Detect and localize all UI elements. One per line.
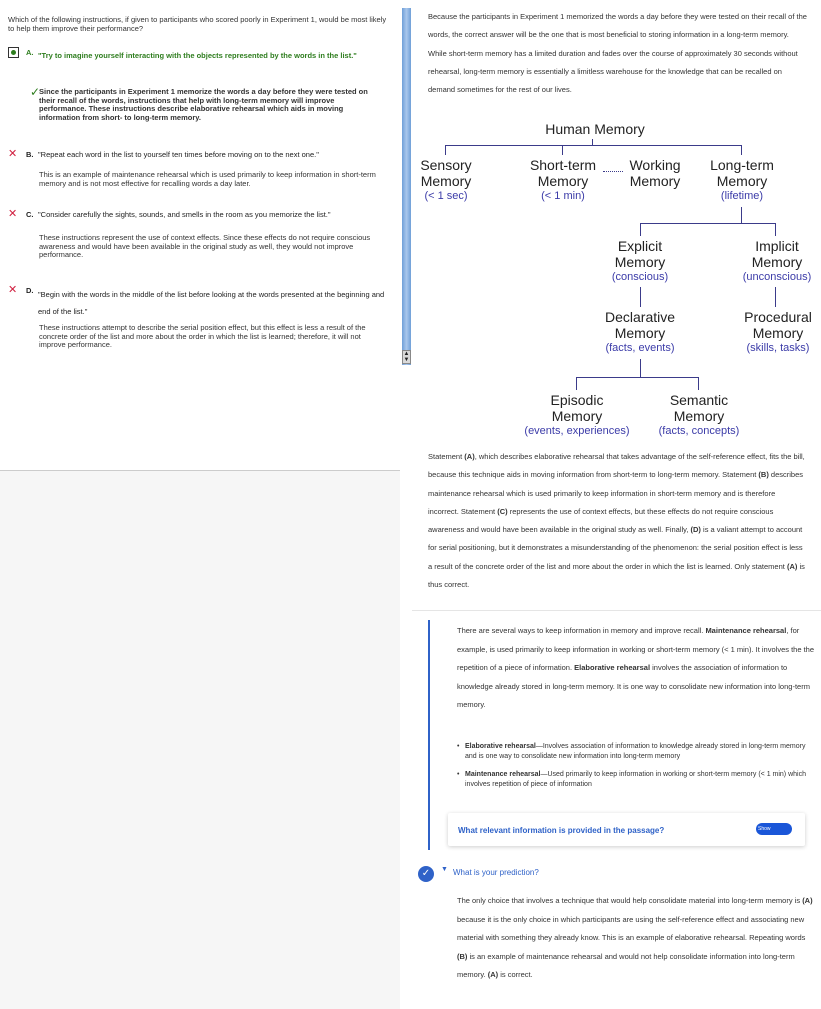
episodic-memory-node: Episodic Memory (events, experiences) — [524, 392, 630, 437]
working-memory-node: Working Memory — [629, 157, 681, 189]
option-letter: C. — [26, 210, 34, 219]
procedural-memory-node: Procedural Memory (skills, tasks) — [744, 309, 812, 354]
diagram-title: Human Memory — [545, 121, 645, 137]
long-term-memory-node: Long-term Memory (lifetime) — [710, 157, 774, 202]
list-item: • Elaborative rehearsal—Involves association of information to knowledge already stored in long-term memory and is one way to consolidate new information into long-term memory — [457, 742, 817, 761]
prediction-toggle[interactable]: What is your prediction? — [453, 868, 539, 877]
option-a[interactable] — [8, 47, 398, 127]
option-explanation: Since the participants in Experiment 1 memorize the words a day before they were tested on their recall of the words, instructions that help with long-term memory will improve performance. These instructions describe elaborative rehearsal which aids in moving information from short- to long-term memory. — [39, 87, 368, 122]
option-explanation: These instructions represent the use of context effects. Since these effects do not require conscious awareness and would have been available in the original study as well, they would not improve performance. — [39, 233, 371, 259]
x-mark-icon: ✕ — [8, 284, 18, 296]
prediction-paragraph: The only choice that involves a technique that would help consolidate material into long-term memory is (A) because it is the only choice in which participants are using the self-reference effect and associating new material with something they already know. This is an example of elaborative rehearsal. Repeating words (B) is an example of maintenance rehearsal and would not help consolidate information into long-term memory. (A) is correct. — [457, 896, 813, 979]
memory-diagram — [415, 115, 821, 445]
statement-paragraph: Statement (A), which describes elaborative rehearsal that takes advantage of the self-reference effect, fits the bill, because this technique aids in moving information from short-term to long-term memory. Statement (B) describes maintenance rehearsal which is used primarily to keep information in short-term memory and is therefore incorrect. Statement (C) represents the use of context effects, but these effects do not require conscious awareness and would have been available in the original study as well. Finally, (D) is a valiant attempt to account for serial positioning, but it demonstrates a misunderstanding of the phenomenon: the serial position effect is less a result of the concrete order of the list and more about the order in which the list is learned. Only statement (A) is thus correct. — [428, 452, 805, 590]
divider — [412, 610, 821, 611]
empty-panel — [0, 471, 400, 1009]
option-explanation: These instructions attempt to describe the serial position effect, but this effect is less a result of the concrete order of the list and more about the order in which the list is learned; therefore, it will not improve performance. — [39, 323, 366, 349]
show-button[interactable]: Show — [756, 823, 792, 835]
semantic-memory-node: Semantic Memory (facts, concepts) — [658, 392, 740, 437]
option-text: "Try to imagine yourself interacting with the objects represented by the words in the list." — [38, 51, 357, 60]
passage-paragraph: There are several ways to keep information in memory and improve recall. Maintenance rehearsal, for example, is used primarily to keep information in working or short-term memory (< 1 min). It involves the the repetition of a piece of information. Elaborative rehearsal involves the association of information to knowledge already stored in long-term memory. It is one way to consolidate new information into long-term memory. — [457, 626, 815, 709]
short-term-memory-node: Short-term Memory (< 1 min) — [529, 157, 597, 202]
passage-info-card — [448, 813, 805, 846]
sensory-memory-node: Sensory Memory (< 1 sec) — [420, 157, 472, 202]
option-letter: D. — [26, 286, 34, 295]
option-text: "Repeat each word in the list to yourself ten times before moving on to the next one." — [38, 150, 319, 159]
option-d[interactable] — [8, 285, 398, 360]
question-text: Which of the following instructions, if given to participants who scored poorly in Experiment 1, would be most likely to help them improve their performance? — [8, 15, 387, 33]
intro-paragraph: Because the participants in Experiment 1 memorized the words a day before they were tested on their recall of the words, the correct answer will be the one that is most beneficial to storing information in a long-term memory. While short-term memory has a limited duration and fades over the course of approximately 30 seconds without rehearsal, long-term memory is essentially a limitless warehouse for the knowledge that can be recalled on demand sometimes for the rest of our lives. — [428, 12, 807, 95]
declarative-memory-node: Declarative Memory (facts, events) — [604, 309, 676, 354]
radio-selected-icon[interactable] — [8, 47, 19, 60]
option-text: "Consider carefully the sights, sounds, and smells in the room as you memorize the list." — [38, 210, 331, 219]
option-b[interactable] — [8, 149, 398, 194]
checkmark-circle-icon: ✓ — [418, 866, 434, 882]
list-item: • Maintenance rehearsal—Used primarily to keep information in working or short-term memory (< 1 min) which involves repetition of piece of information — [457, 770, 817, 789]
x-mark-icon: ✕ — [8, 208, 18, 220]
x-mark-icon: ✕ — [8, 148, 18, 160]
option-explanation: This is an example of maintenance rehearsal which is used primarily to keep information in short-term memory and is not most effective for recalling words a day later. — [39, 170, 376, 188]
explicit-memory-node: Explicit Memory (conscious) — [611, 238, 669, 283]
checkmark-icon: ✓ — [30, 85, 41, 99]
caret-down-icon[interactable]: ▼ — [441, 866, 448, 873]
option-letter: B. — [26, 150, 34, 159]
option-text: "Begin with the words in the middle of the list before looking at the words presented at the beginning and end of the list." — [38, 290, 385, 316]
option-letter: A. — [26, 48, 34, 57]
bullet-list — [457, 742, 817, 798]
option-c[interactable] — [8, 209, 398, 264]
card-question: What relevant information is provided in the passage? — [458, 826, 665, 835]
scrollbar[interactable] — [402, 8, 411, 365]
section-line — [428, 620, 430, 850]
implicit-memory-node: Implicit Memory (unconscious) — [742, 238, 812, 283]
scroll-arrows-icon[interactable]: ▲ ▼ — [403, 351, 410, 363]
